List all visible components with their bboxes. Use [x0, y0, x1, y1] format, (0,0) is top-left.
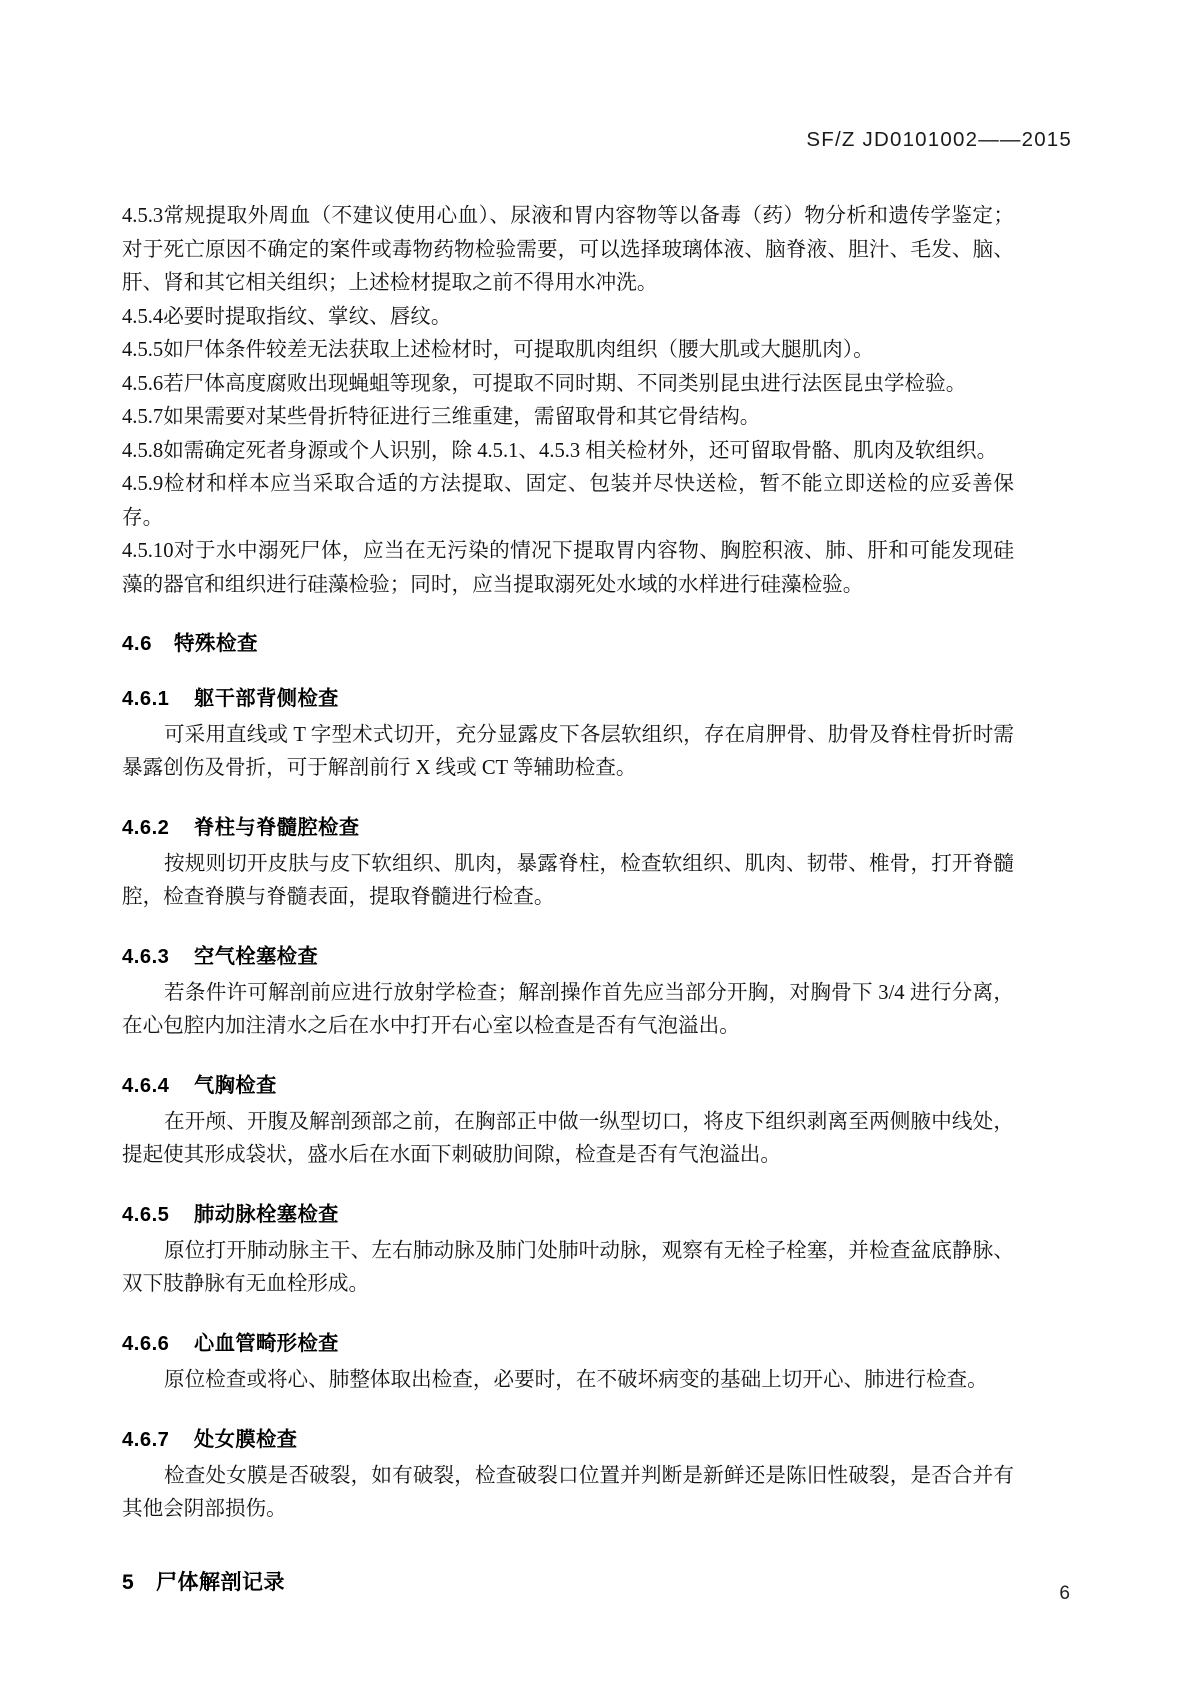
clause-4.5.4 [122, 301, 1014, 335]
clause-number: 4.5.5 [122, 339, 164, 361]
heading-title: 特殊检查 [174, 632, 258, 655]
clause-text: 必要时提取指纹、掌纹、唇纹。 [163, 305, 452, 328]
clause-text: 如需确定死者身源或个人识别，除 4.5.1、4.5.3 相关检材外，还可留取骨骼、肌肉及软组织。 [163, 439, 998, 462]
heading-4.6.1 [122, 682, 1014, 711]
clause-number: 4.5.9 [122, 473, 164, 495]
clause-4.5.3 [122, 200, 1014, 301]
clause-4.5.10 [122, 535, 1014, 602]
heading-title: 心血管畸形检查 [194, 1333, 339, 1355]
clause-4.5.9 [122, 468, 1014, 535]
page-number: 6 [1059, 1583, 1070, 1604]
heading-title: 空气栓塞检查 [194, 946, 319, 968]
heading-index: 4.6.1 [122, 688, 170, 710]
clause-text: 对于水中溺死尸体，应当在无污染的情况下提取胃内容物、胸腔积液、肺、肝和可能发现硅藻的器官和组织进行硅藻检验；同时，应当提取溺死处水域的水样进行硅藻检验。 [122, 540, 1014, 596]
heading-4.6.5 [122, 1198, 1014, 1227]
heading-4.6 [122, 626, 1014, 656]
clause-text: 如果需要对某些骨折特征进行三维重建，需留取骨和其它骨结构。 [163, 406, 761, 428]
clause-text: 检材和样本应当采取合适的方法提取、固定、包装并尽快送检，暂不能立即送检的应妥善保存。 [122, 473, 1014, 529]
clause-4.5.8 [122, 435, 1014, 469]
heading-5 [122, 1566, 1014, 1596]
clause-text: 常规提取外周血（不建议使用心血）、尿液和胃内容物等以备毒（药）物分析和遗传学鉴定；对于死亡原因不确定的案件或毒物药物检验需要，可以选择玻璃体液、脑脊液、胆汁、毛发、脑、肝、肾和其它相关组织；上述检材提取之前不得用水冲洗。 [122, 205, 1014, 294]
paragraph-4.6.6: 原位检查或将心、肺整体取出检查，必要时，在不破坏病变的基础上切开心、肺进行检查。 [164, 1369, 988, 1391]
heading-title: 躯干部背侧检查 [194, 688, 339, 710]
clause-4.5.7 [122, 401, 1014, 435]
heading-index: 4.6.2 [122, 817, 170, 839]
clause-number: 4.5.10 [122, 540, 174, 562]
paragraph-4.6.2: 按规则切开皮肤与皮下软组织、肌肉，暴露脊柱，检查软组织、肌肉、韧带、椎骨，打开脊髓腔，检查脊膜与脊髓表面，提取脊髓进行检查。 [122, 853, 1014, 908]
heading-index: 5 [122, 1571, 135, 1594]
clause-number: 4.5.6 [122, 372, 164, 395]
clause-number: 4.5.3 [122, 205, 164, 227]
clause-number: 4.5.8 [122, 439, 164, 462]
paragraph-4.6.1: 可采用直线或 T 字型术式切开，充分显露皮下各层软组织，存在肩胛骨、肋骨及脊柱骨折时需暴露创伤及骨折，可于解剖前行 X 线或 CT 等辅助检查。 [122, 724, 1014, 779]
paragraph-4.6.5: 原位打开肺动脉主干、左右肺动脉及肺门处肺叶动脉，观察有无栓子栓塞，并检查盆底静脉、双下肢静脉有无血栓形成。 [122, 1240, 1014, 1295]
heading-title: 肺动脉栓塞检查 [194, 1204, 339, 1226]
document-body [122, 200, 1014, 1596]
heading-4.6.2 [122, 811, 1014, 840]
heading-4.6.7 [122, 1423, 1014, 1452]
heading-4.6.6 [122, 1327, 1014, 1356]
clause-text: 如尸体条件较差无法获取上述检材时，可提取肌肉组织（腰大肌或大腿肌肉）。 [163, 339, 874, 361]
clause-text: 若尸体高度腐败出现蝇蛆等现象，可提取不同时期、不同类别昆虫进行法医昆虫学检验。 [163, 372, 967, 395]
heading-title: 脊柱与脊髓腔检查 [194, 817, 360, 839]
heading-index: 4.6.5 [122, 1204, 170, 1226]
heading-index: 4.6.6 [122, 1333, 170, 1355]
heading-4.6.4 [122, 1069, 1014, 1098]
heading-title: 尸体解剖记录 [156, 1571, 285, 1594]
page-header-doc-code: SF/Z JD0101002——2015 [806, 128, 1072, 151]
clause-4.5.6 [122, 368, 1014, 402]
paragraph-4.6.4: 在开颅、开腹及解剖颈部之前，在胸部正中做一纵型切口，将皮下组织剥离至两侧腋中线处，提起使其形成袋状，盛水后在水面下刺破肋间隙，检查是否有气泡溢出。 [122, 1111, 1014, 1166]
clause-number: 4.5.4 [122, 305, 164, 328]
heading-index: 4.6 [122, 632, 152, 655]
heading-index: 4.6.3 [122, 946, 170, 968]
clause-number: 4.5.7 [122, 406, 164, 428]
paragraph-4.6.3: 若条件许可解剖前应进行放射学检查；解剖操作首先应当部分开胸，对胸骨下 3/4 进行分离，在心包腔内加注清水之后在水中打开右心室以检查是否有气泡溢出。 [122, 982, 1014, 1037]
heading-index: 4.6.7 [122, 1429, 170, 1451]
clause-4.5.5 [122, 334, 1014, 368]
paragraph-4.6.7: 检查处女膜是否破裂，如有破裂，检查破裂口位置并判断是新鲜还是陈旧性破裂，是否合并有其他会阴部损伤。 [122, 1465, 1014, 1520]
heading-title: 处女膜检查 [194, 1429, 298, 1451]
heading-4.6.3 [122, 940, 1014, 969]
heading-title: 气胸检查 [194, 1075, 277, 1097]
heading-index: 4.6.4 [122, 1075, 170, 1097]
